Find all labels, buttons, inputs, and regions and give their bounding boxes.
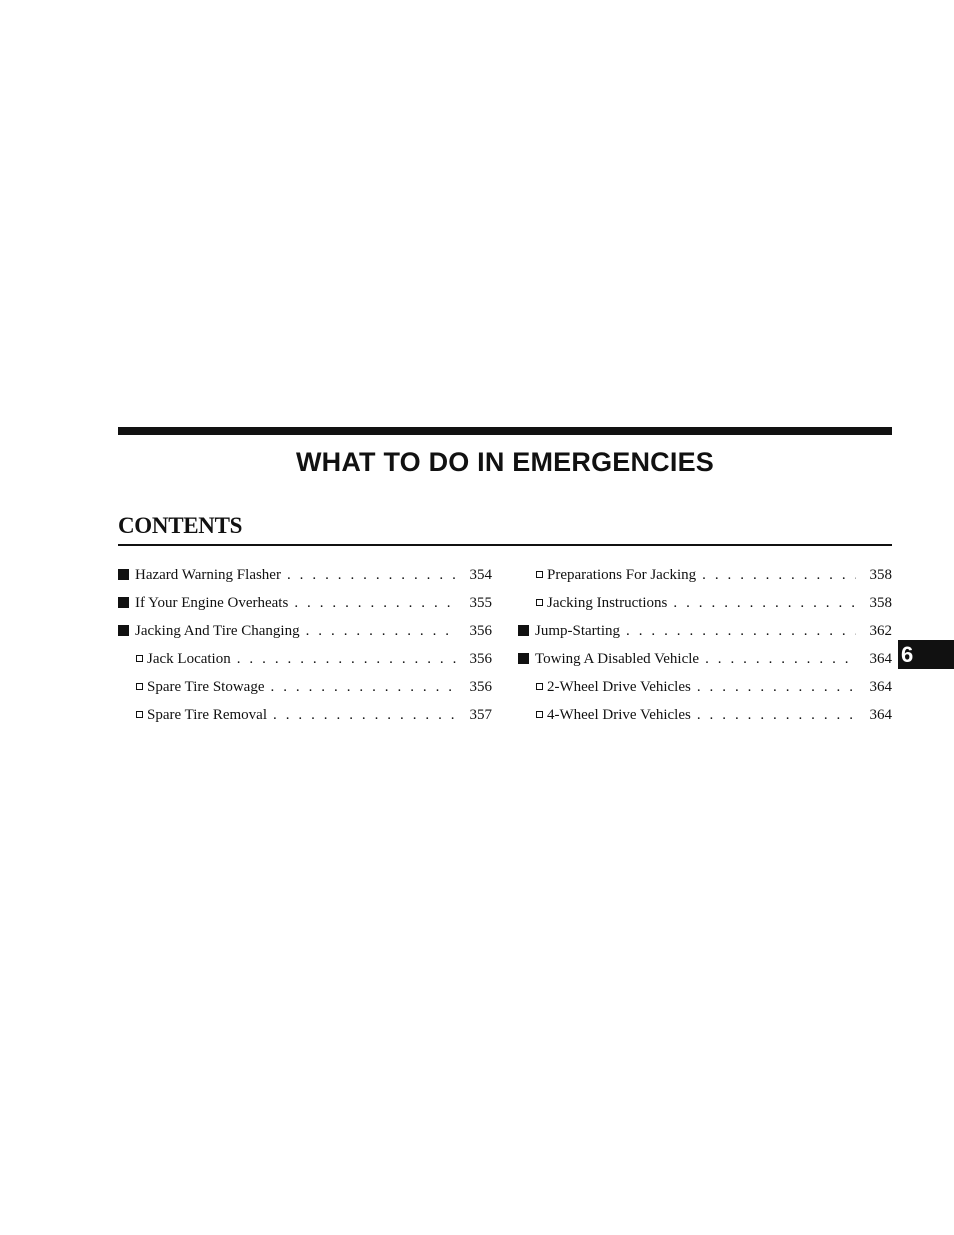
toc-entry-page: 357 — [469, 707, 492, 723]
toc-entry-label: 4-Wheel Drive Vehicles — [547, 707, 691, 723]
dot-leader — [626, 617, 856, 645]
dot-leader — [697, 701, 856, 729]
toc-entry-label: Hazard Warning Flasher — [135, 567, 281, 583]
toc-entry-label: Jack Location — [147, 651, 231, 667]
toc-entry[interactable] — [518, 701, 892, 729]
toc-entry-page: 358 — [869, 595, 892, 611]
toc-entry[interactable] — [518, 645, 892, 673]
toc-left-column — [118, 561, 492, 729]
toc-entry-page: 362 — [869, 623, 892, 639]
hollow-square-bullet-icon — [536, 599, 543, 606]
toc-entry[interactable] — [118, 561, 492, 589]
filled-square-bullet-icon — [118, 597, 129, 608]
dot-leader — [237, 645, 456, 673]
toc-entry-label: Jump-Starting — [535, 623, 620, 639]
toc-entry-page: 355 — [469, 595, 492, 611]
toc-entry-page: 356 — [469, 623, 492, 639]
toc-entry-page: 356 — [469, 679, 492, 695]
contents-heading: CONTENTS — [118, 513, 243, 538]
hollow-square-bullet-icon — [536, 711, 543, 718]
hollow-square-bullet-icon — [136, 655, 143, 662]
toc-entry[interactable] — [518, 589, 892, 617]
toc-entry-page: 364 — [869, 707, 892, 723]
filled-square-bullet-icon — [118, 569, 129, 580]
toc-entry[interactable] — [118, 617, 492, 645]
dot-leader — [702, 561, 856, 589]
toc-entry-label: Towing A Disabled Vehicle — [535, 651, 700, 667]
dot-leader — [294, 589, 456, 617]
hollow-square-bullet-icon — [536, 683, 543, 690]
toc-entry-label: Spare Tire Removal — [147, 707, 267, 723]
filled-square-bullet-icon — [518, 625, 529, 636]
dot-leader — [673, 589, 856, 617]
toc-entry[interactable] — [118, 701, 492, 729]
toc-entry-label: Spare Tire Stowage — [147, 679, 265, 695]
toc-entry-label: Jacking Instructions — [547, 595, 668, 611]
contents-rule — [118, 544, 892, 546]
dot-leader — [271, 673, 457, 701]
toc-entry-label: If Your Engine Overheats — [135, 595, 289, 611]
toc-entry-label: 2-Wheel Drive Vehicles — [547, 679, 691, 695]
dot-leader — [697, 673, 856, 701]
hollow-square-bullet-icon — [136, 683, 143, 690]
toc-entry[interactable] — [518, 561, 892, 589]
toc-entry-page: 356 — [469, 651, 492, 667]
toc-entry[interactable] — [518, 617, 892, 645]
dot-leader — [705, 645, 856, 673]
hollow-square-bullet-icon — [136, 711, 143, 718]
filled-square-bullet-icon — [518, 653, 529, 664]
hollow-square-bullet-icon — [536, 571, 543, 578]
toc-entry[interactable] — [518, 673, 892, 701]
toc-entry-label: Preparations For Jacking — [547, 567, 697, 583]
chapter-tab[interactable]: 6 — [898, 640, 954, 669]
toc-entry[interactable] — [118, 645, 492, 673]
toc-entry-label: Jacking And Tire Changing — [135, 623, 300, 639]
toc-entry[interactable] — [118, 589, 492, 617]
toc-entry[interactable] — [118, 673, 492, 701]
dot-leader — [306, 617, 456, 645]
toc-entry-page: 364 — [869, 679, 892, 695]
toc-entry-page: 354 — [469, 567, 492, 583]
chapter-top-rule — [118, 427, 892, 435]
filled-square-bullet-icon — [118, 625, 129, 636]
toc-entry-page: 364 — [869, 651, 892, 667]
chapter-title: WHAT TO DO IN EMERGENCIES — [295, 447, 714, 477]
dot-leader — [273, 701, 456, 729]
toc-right-column — [518, 561, 892, 729]
toc-entry-page: 358 — [869, 567, 892, 583]
dot-leader — [287, 561, 456, 589]
